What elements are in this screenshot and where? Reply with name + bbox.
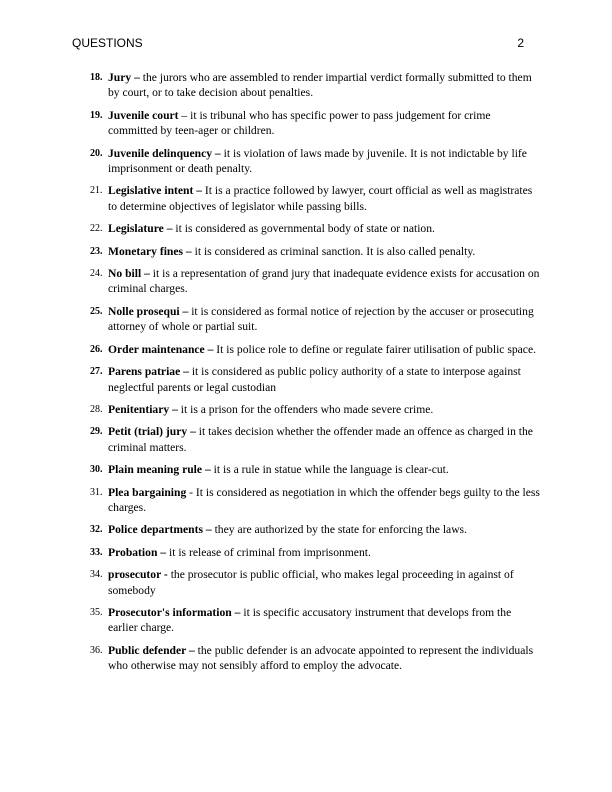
entry-definition: it is a prison for the offenders who made severe crime.	[177, 402, 434, 416]
entry-term: Plea bargaining	[108, 485, 187, 499]
entry-definition: it is considered as formal notice of rejection by the accuser or prosecuting attorney of whole or partial suit.	[108, 304, 534, 334]
header-title: QUESTIONS	[72, 36, 143, 50]
entry-definition: It is police role to define or regulate fairer utilisation of public space.	[213, 342, 536, 356]
entry-term: Monetary fines –	[108, 244, 192, 258]
glossary-entry	[90, 70, 542, 101]
entry-number: 22.	[90, 223, 103, 235]
entry-term: Police departments –	[108, 523, 212, 537]
entry-number: 29.	[90, 426, 103, 438]
entry-definition: it is considered as public policy authority of a state to interpose against neglectful parents or legal custodian	[108, 365, 521, 394]
entry-number: 28.	[90, 403, 103, 415]
page-number: 2	[517, 36, 524, 50]
entry-definition: it is a representation of grand jury that inadequate evidence exists for accusation on criminal charges.	[108, 267, 540, 296]
entry-definition: the public defender is an advocate appointed to represent the individuals who otherwise may not sensibly afford to employ the advocate.	[108, 643, 534, 673]
entry-term: Order maintenance –	[108, 342, 214, 356]
entry-definition: - It is considered as negotiation in which the offender begs guilty to the less charges.	[108, 485, 540, 514]
entry-number: 32.	[90, 524, 103, 536]
glossary-entry	[90, 108, 542, 139]
entry-number: 21.	[90, 185, 103, 197]
entry-definition: It is a practice followed by lawyer, court official as well as magistrates to determine objectives of legislator while passing bills.	[108, 184, 533, 213]
entry-number: 19.	[90, 109, 103, 121]
glossary-entry	[90, 545, 542, 560]
entry-definition: – it is tribunal who has specific power to pass judgement for crime committed by teen-ager or children.	[108, 108, 491, 138]
entry-term: Penitentiary –	[108, 402, 178, 416]
entry-definition: it is release of criminal from imprisonment.	[166, 545, 371, 559]
entry-definition: it is specific accusatory instrument that develops from the earlier charge.	[108, 605, 512, 635]
entry-definition: it is considered as governmental body of state or nation.	[172, 222, 435, 236]
glossary-entry	[90, 462, 542, 477]
entry-number: 18.	[90, 72, 103, 83]
entry-term: Petit (trial) jury –	[108, 425, 196, 439]
glossary-entry	[90, 266, 542, 297]
entry-term: prosecutor -	[108, 568, 168, 582]
entry-definition: they are authorized by the state for enforcing the laws.	[211, 523, 467, 537]
glossary-entry	[90, 567, 542, 598]
glossary-entry	[90, 364, 542, 395]
entry-term: Prosecutor's information –	[108, 605, 241, 619]
glossary-list	[90, 70, 542, 681]
entry-number: 26.	[90, 343, 103, 355]
glossary-entry	[90, 146, 542, 177]
glossary-entry	[90, 402, 542, 417]
entry-number: 35.	[90, 606, 103, 618]
entry-number: 20.	[90, 147, 103, 159]
entry-definition: it is a rule in statue while the language is clear-cut.	[210, 463, 449, 477]
glossary-entry	[90, 244, 542, 259]
glossary-entry	[90, 342, 542, 357]
entry-definition: the prosecutor is public official, who makes legal proceeding in against of somebody	[108, 568, 514, 597]
glossary-entry	[90, 643, 542, 674]
glossary-entry	[90, 605, 542, 636]
entry-number: 33.	[90, 546, 103, 558]
entry-term: Juvenile court	[108, 108, 179, 122]
entry-number: 30.	[90, 464, 103, 476]
entry-term: Legislature –	[108, 222, 173, 236]
glossary-entry	[90, 221, 542, 236]
entry-definition: it takes decision whether the offender made an offence as charged in the criminal matters.	[108, 425, 533, 454]
glossary-entry	[90, 522, 542, 537]
entry-term: Parens patriae –	[108, 365, 189, 379]
entry-number: 25.	[90, 305, 103, 317]
entry-number: 27.	[90, 366, 103, 378]
running-header	[72, 36, 524, 52]
entry-term: Juvenile delinquency –	[108, 146, 221, 160]
entry-number: 36.	[90, 644, 103, 656]
entry-number: 31.	[90, 486, 103, 498]
glossary-entry	[90, 183, 542, 214]
entry-definition: the jurors who are assembled to render impartial verdict formally submitted to them by court, or to take decision about penalties.	[108, 71, 532, 100]
entry-term: Plain meaning rule –	[108, 463, 211, 477]
entry-term: Probation –	[108, 545, 167, 559]
glossary-entry	[90, 424, 542, 455]
entry-definition: it is considered as criminal sanction. It is also called penalty.	[191, 244, 476, 258]
entry-number: 24.	[90, 268, 103, 280]
entry-number: 34.	[90, 569, 103, 581]
entry-number: 23.	[90, 245, 103, 257]
entry-term: Jury –	[108, 71, 140, 84]
entry-definition: it is violation of laws made by juvenile. It is not indictable by life imprisonment or death penalty.	[108, 146, 527, 176]
entry-term: Legislative intent –	[108, 184, 203, 198]
entry-term: No bill –	[108, 267, 150, 281]
glossary-entry	[90, 485, 542, 516]
glossary-entry	[90, 304, 542, 335]
entry-term: Nolle prosequi –	[108, 304, 189, 318]
entry-term: Public defender –	[108, 643, 195, 657]
